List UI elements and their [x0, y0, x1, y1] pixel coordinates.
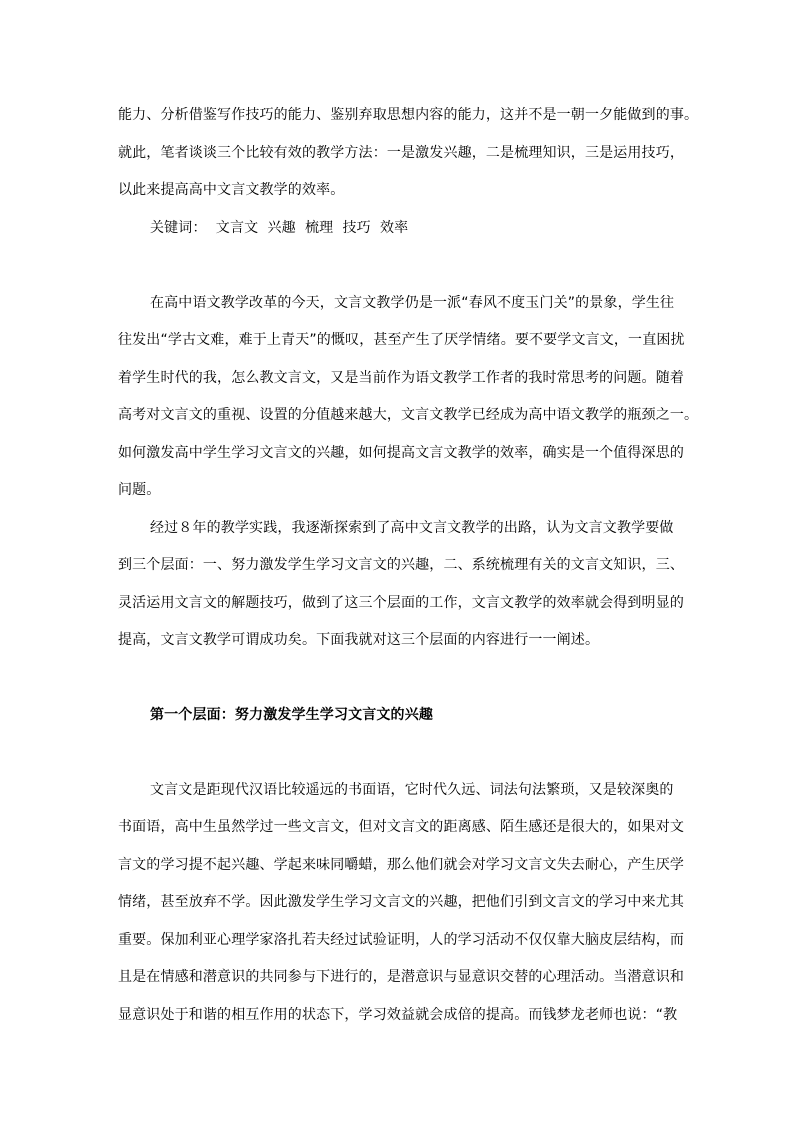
paragraph-line: 情绪，甚至放弃不学。因此激发学生学习文言文的兴趣，把他们引到文言文的学习中来尤其 [118, 894, 684, 910]
paragraph-line: 且是在情感和潜意识的共同参与下进行的，是潜意识与显意识交替的心理活动。当潜意识和 [118, 969, 684, 985]
paragraph-line: 往发出“学古文难，难于上青天”的慨叹，甚至产生了厌学情绪。要不要学文言文，一直困扰 [118, 332, 685, 348]
paragraph-line: 问题。 [118, 482, 161, 498]
paragraph-line: 着学生时代的我，怎么教文言文，又是当前作为语文教学工作者的我时常思考的问题。随着 [118, 370, 684, 386]
paragraph-line: 文言文是距现代汉语比较遥远的书面语，它时代久远、词法句法繁琐，又是较深奥的 [150, 782, 674, 798]
paragraph-line: 显意识处于和谐的相互作用的状态下，学习效益就会成倍的提高。而钱梦龙老师也说：“教 [118, 1007, 678, 1023]
paragraph-line: 言文的学习提不起兴趣、学起来味同嚼蜡，那么他们就会对学习文言文失去耐心，产生厌学 [118, 857, 684, 873]
paragraph-line: 高考对文言文的重视、设置的分值越来越大，文言文教学已经成为高中语文教学的瓶颈之一。 [118, 407, 699, 423]
intro-line: 就此，笔者谈谈三个比较有效的教学方法：一是激发兴趣，二是梳理知识，三是运用技巧， [118, 145, 684, 161]
paragraph-line: 提高，文言文教学可谓成功矣。下面我就对这三个层面的内容进行一一阐述。 [118, 632, 600, 648]
intro-line: 以此来提高高中文言文教学的效率。 [118, 182, 345, 198]
paragraph-line: 在高中语文教学改革的今天，文言文教学仍是一派“春风不度玉门关”的景象，学生往 [150, 295, 675, 311]
section-heading: 第一个层面：努力激发学生学习文言文的兴趣 [150, 707, 433, 723]
keywords-line: 关键词： 文言文 兴趣 梳理 技巧 效率 [150, 220, 409, 236]
paragraph-line: 书面语，高中生虽然学过一些文言文，但对文言文的距离感、陌生感还是很大的，如果对文 [118, 819, 684, 835]
paragraph-line: 重要。保加利亚心理学家洛扎若夫经过试验证明，人的学习活动不仅仅靠大脑皮层结构，而 [118, 932, 684, 948]
paragraph-line: 到三个层面：一、努力激发学生学习文言文的兴趣，二、系统梳理有关的文言文知识，三、 [118, 557, 684, 573]
paragraph-line: 经过８年的教学实践，我逐渐探索到了高中文言文教学的出路，认为文言文教学要做 [150, 520, 674, 536]
intro-line: 能力、分析借鉴写作技巧的能力、鉴别弃取思想内容的能力，这并不是一朝一夕能做到的事。 [118, 107, 699, 123]
paragraph-line: 如何激发高中学生学习文言文的兴趣，如何提高文言文教学的效率，确实是一个值得深思的 [118, 445, 684, 461]
paragraph-line: 灵活运用文言文的解题技巧，做到了这三个层面的工作，文言文教学的效率就会得到明显的 [118, 595, 684, 611]
